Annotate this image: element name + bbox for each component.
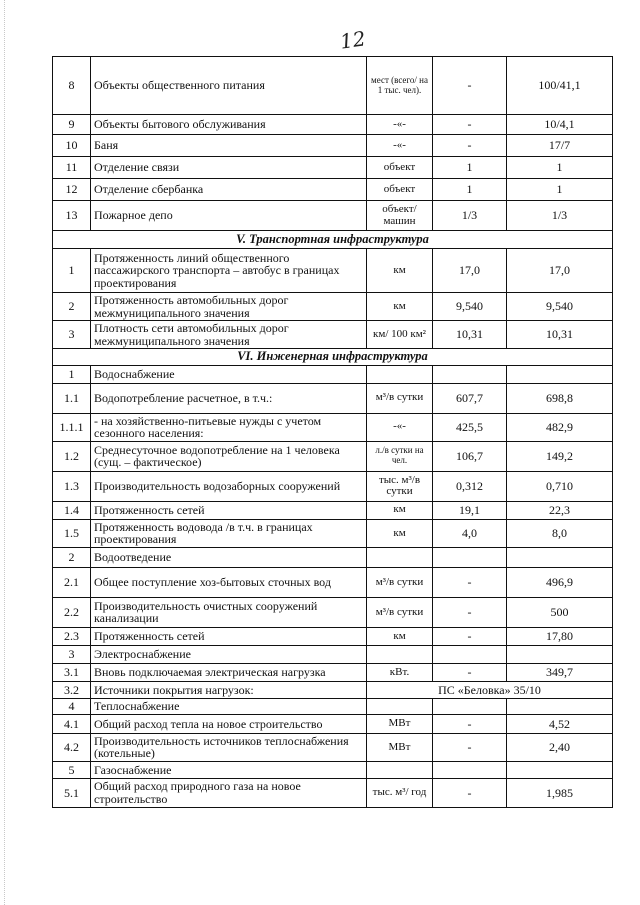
indicator-name: Производительность источников теплоснабжения (котельные) xyxy=(91,733,367,761)
current-value: - xyxy=(433,627,507,645)
indicator-name: Протяженность автомобильных дорог межмуниципального значения xyxy=(91,293,367,321)
table-row xyxy=(53,471,613,501)
unit-of-measure: км xyxy=(367,249,433,293)
current-value: 0,312 xyxy=(433,471,507,501)
current-value: - xyxy=(433,733,507,761)
project-value: 4,52 xyxy=(507,714,613,733)
row-number: 2.2 xyxy=(53,597,91,627)
current-value: - xyxy=(433,115,507,135)
indicator-name: Отделение сбербанка xyxy=(91,179,367,201)
project-value: 10/4,1 xyxy=(507,115,613,135)
current-value xyxy=(433,762,507,779)
row-number: 11 xyxy=(53,157,91,179)
row-number: 4.1 xyxy=(53,714,91,733)
current-value: - xyxy=(433,663,507,681)
indicator-name: Общий расход тепла на новое строительство xyxy=(91,714,367,733)
table-row xyxy=(53,663,613,681)
table-row xyxy=(53,179,613,201)
table-row xyxy=(53,157,613,179)
page-number: 12 xyxy=(338,26,367,54)
row-number: 12 xyxy=(53,179,91,201)
unit-of-measure: км/ 100 км² xyxy=(367,321,433,349)
unit-of-measure: объект xyxy=(367,179,433,201)
indicator-name: Баня xyxy=(91,135,367,157)
table-row xyxy=(53,201,613,231)
current-value xyxy=(433,547,507,567)
table-row xyxy=(53,293,613,321)
row-number: 9 xyxy=(53,115,91,135)
table-row xyxy=(53,547,613,567)
indicator-name: Отделение связи xyxy=(91,157,367,179)
project-value: 349,7 xyxy=(507,663,613,681)
unit-of-measure: км xyxy=(367,501,433,519)
project-value: 482,9 xyxy=(507,413,613,441)
table-row xyxy=(53,383,613,413)
unit-of-measure: -«- xyxy=(367,115,433,135)
unit-of-measure: МВт xyxy=(367,733,433,761)
indicator-name: - на хозяйственно-питьевые нужды с учетом сезонного населения: xyxy=(91,413,367,441)
current-value: - xyxy=(433,597,507,627)
indicator-name: Общее поступление хоз-бытовых сточных вод xyxy=(91,567,367,597)
project-value xyxy=(507,365,613,383)
table-row xyxy=(53,733,613,761)
unit-of-measure: км xyxy=(367,627,433,645)
current-value: 607,7 xyxy=(433,383,507,413)
project-value: 698,8 xyxy=(507,383,613,413)
table-row xyxy=(53,519,613,547)
unit-of-measure: тыс. м³/ год xyxy=(367,779,433,808)
indicator-name: Водоснабжение xyxy=(91,365,367,383)
current-value xyxy=(433,645,507,663)
row-number: 4 xyxy=(53,698,91,714)
current-value xyxy=(433,365,507,383)
indicator-name: Вновь подключаемая электрическая нагрузка xyxy=(91,663,367,681)
project-value: 17/7 xyxy=(507,135,613,157)
project-value: 9,540 xyxy=(507,293,613,321)
unit-of-measure xyxy=(367,365,433,383)
table-row xyxy=(53,441,613,471)
indicator-name: Протяженность сетей xyxy=(91,627,367,645)
indicators-table xyxy=(52,56,613,808)
table-row xyxy=(53,698,613,714)
indicator-name: Водопотребление расчетное, в т.ч.: xyxy=(91,383,367,413)
current-value: - xyxy=(433,567,507,597)
current-value: - xyxy=(433,57,507,115)
project-value: 17,80 xyxy=(507,627,613,645)
project-value xyxy=(507,547,613,567)
unit-of-measure: кВт. xyxy=(367,663,433,681)
unit-of-measure xyxy=(367,762,433,779)
row-number: 1.2 xyxy=(53,441,91,471)
table-row xyxy=(53,413,613,441)
current-value: 1 xyxy=(433,157,507,179)
section-title: V. Транспортная инфраструктура xyxy=(53,231,613,249)
indicator-name: Объекты бытового обслуживания xyxy=(91,115,367,135)
current-value: 10,31 xyxy=(433,321,507,349)
project-value: 100/41,1 xyxy=(507,57,613,115)
row-number: 3.2 xyxy=(53,681,91,698)
table-row xyxy=(53,57,613,115)
unit-of-measure: объект/ машин xyxy=(367,201,433,231)
table-row xyxy=(53,567,613,597)
project-value: 1,985 xyxy=(507,779,613,808)
unit-of-measure: км xyxy=(367,293,433,321)
current-value: 19,1 xyxy=(433,501,507,519)
row-number: 5 xyxy=(53,762,91,779)
row-number: 1.4 xyxy=(53,501,91,519)
indicator-name: Источники покрытия нагрузок: xyxy=(91,681,367,698)
current-value: 1 xyxy=(433,179,507,201)
project-value: 2,40 xyxy=(507,733,613,761)
indicator-name: Протяженность водовода /в т.ч. в границах проектирования xyxy=(91,519,367,547)
section-header-row xyxy=(53,349,613,365)
indicator-name: Среднесуточное водопотребление на 1 человека (сущ. – фактическое) xyxy=(91,441,367,471)
section-header-row xyxy=(53,231,613,249)
project-value: 22,3 xyxy=(507,501,613,519)
table-row xyxy=(53,135,613,157)
row-number: 1 xyxy=(53,249,91,293)
unit-of-measure: м³/в сутки xyxy=(367,567,433,597)
table-row xyxy=(53,597,613,627)
project-value: 1/3 xyxy=(507,201,613,231)
project-value: 1 xyxy=(507,179,613,201)
row-number: 2 xyxy=(53,293,91,321)
row-number: 4.2 xyxy=(53,733,91,761)
project-value: 149,2 xyxy=(507,441,613,471)
indicator-name: Пожарное депо xyxy=(91,201,367,231)
unit-of-measure: объект xyxy=(367,157,433,179)
row-number: 10 xyxy=(53,135,91,157)
row-number: 1.5 xyxy=(53,519,91,547)
section-title: VI. Инженерная инфраструктура xyxy=(53,349,613,365)
project-value: 17,0 xyxy=(507,249,613,293)
indicator-value: ПС «Беловка» 35/10 xyxy=(367,681,613,698)
project-value xyxy=(507,762,613,779)
indicator-name: Производительность водозаборных сооружений xyxy=(91,471,367,501)
row-number: 13 xyxy=(53,201,91,231)
project-value: 1 xyxy=(507,157,613,179)
current-value: 106,7 xyxy=(433,441,507,471)
page-edge-shadow xyxy=(4,0,5,905)
indicator-name: Газоснабжение xyxy=(91,762,367,779)
table-row xyxy=(53,115,613,135)
table-row xyxy=(53,321,613,349)
table-row xyxy=(53,365,613,383)
indicator-name: Плотность сети автомобильных дорог межмуниципального значения xyxy=(91,321,367,349)
current-value: 1/3 xyxy=(433,201,507,231)
row-number: 1.1 xyxy=(53,383,91,413)
table-row xyxy=(53,714,613,733)
table-row xyxy=(53,779,613,808)
row-number: 5.1 xyxy=(53,779,91,808)
project-value: 496,9 xyxy=(507,567,613,597)
indicator-name: Производительность очистных сооружений канализации xyxy=(91,597,367,627)
row-number: 1 xyxy=(53,365,91,383)
table-row xyxy=(53,762,613,779)
indicator-name: Электроснабжение xyxy=(91,645,367,663)
indicator-name: Объекты общественного питания xyxy=(91,57,367,115)
row-number: 3 xyxy=(53,645,91,663)
unit-of-measure: мест (всего/ на 1 тыс. чел). xyxy=(367,57,433,115)
current-value: 17,0 xyxy=(433,249,507,293)
indicator-name: Общий расход природного газа на новое строительство xyxy=(91,779,367,808)
table-row xyxy=(53,681,613,698)
table-row xyxy=(53,249,613,293)
current-value: 425,5 xyxy=(433,413,507,441)
table-row xyxy=(53,501,613,519)
project-value: 0,710 xyxy=(507,471,613,501)
indicator-name: Теплоснабжение xyxy=(91,698,367,714)
row-number: 1.1.1 xyxy=(53,413,91,441)
project-value: 8,0 xyxy=(507,519,613,547)
row-number: 2.1 xyxy=(53,567,91,597)
row-number: 8 xyxy=(53,57,91,115)
row-number: 2 xyxy=(53,547,91,567)
unit-of-measure: тыс. м³/в сутки xyxy=(367,471,433,501)
table-row xyxy=(53,645,613,663)
current-value: - xyxy=(433,779,507,808)
current-value: 4,0 xyxy=(433,519,507,547)
project-value xyxy=(507,645,613,663)
current-value: - xyxy=(433,135,507,157)
project-value: 10,31 xyxy=(507,321,613,349)
row-number: 1.3 xyxy=(53,471,91,501)
current-value xyxy=(433,698,507,714)
row-number: 3 xyxy=(53,321,91,349)
current-value: 9,540 xyxy=(433,293,507,321)
unit-of-measure: -«- xyxy=(367,135,433,157)
row-number: 3.1 xyxy=(53,663,91,681)
unit-of-measure: л./в сутки на чел. xyxy=(367,441,433,471)
indicator-name: Протяженность сетей xyxy=(91,501,367,519)
unit-of-measure: м³/в сутки xyxy=(367,383,433,413)
current-value: - xyxy=(433,714,507,733)
unit-of-measure: км xyxy=(367,519,433,547)
row-number: 2.3 xyxy=(53,627,91,645)
project-value: 500 xyxy=(507,597,613,627)
indicator-name: Протяженность линий общественного пассажирского транспорта – автобус в границах проектирования xyxy=(91,249,367,293)
unit-of-measure: -«- xyxy=(367,413,433,441)
table-row xyxy=(53,627,613,645)
unit-of-measure xyxy=(367,698,433,714)
project-value xyxy=(507,698,613,714)
unit-of-measure xyxy=(367,645,433,663)
unit-of-measure xyxy=(367,547,433,567)
indicator-name: Водоотведение xyxy=(91,547,367,567)
unit-of-measure: м³/в сутки xyxy=(367,597,433,627)
unit-of-measure: МВт xyxy=(367,714,433,733)
